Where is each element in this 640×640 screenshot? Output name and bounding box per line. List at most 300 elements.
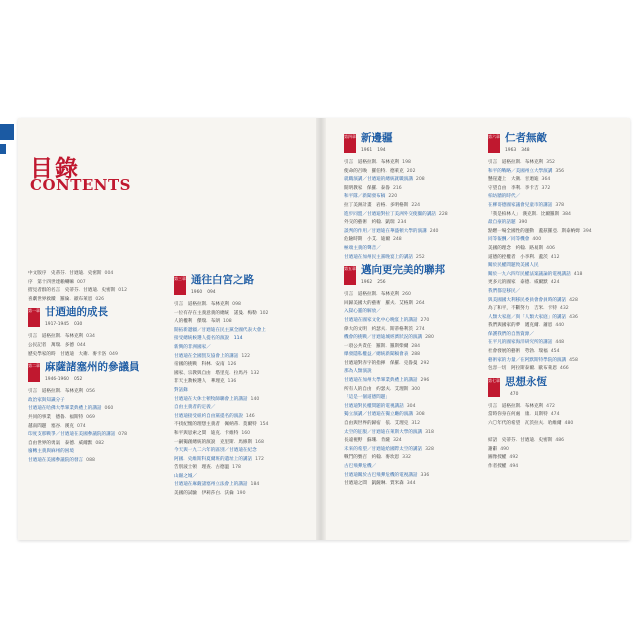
chapter-years: 1963: [505, 148, 517, 153]
chapter-badge: 第四章: [344, 134, 356, 153]
toc-entry-page: 074: [76, 423, 86, 429]
toc-entry-label: 最自豪的話題: [488, 220, 516, 226]
toc-entry: [488, 288, 628, 297]
toc-entry-label: 新興的非洲國家／: [174, 344, 211, 350]
toc-entry-label: 就職演講／甘迺迪的總統就職演講: [344, 177, 413, 183]
toc-entry: [174, 404, 314, 413]
toc-entry-page: 300: [411, 386, 421, 392]
toc-entry-page: 344: [406, 481, 416, 487]
toc-entry-label: 越南問題 塞谷．漢克: [28, 423, 74, 429]
toc-entry-page: 248: [392, 237, 402, 243]
toc-entry-label: 美國的理念 約翰．路易斯: [488, 245, 544, 251]
toc-entry: [488, 403, 628, 412]
toc-entry: [488, 420, 628, 429]
chapter-badge: 第一章: [28, 308, 40, 327]
toc-entry-label: 甘迺迪在麻薩諸塞州立法會上的講話: [174, 482, 248, 488]
toc-entry: [174, 396, 314, 405]
chapter-subtitle: [505, 147, 530, 156]
toc-entry-page: 060: [104, 406, 114, 412]
toc-entry-label: 和平的戰略／美國州立大學演講: [488, 168, 553, 174]
toc-entry-label: 政治家與知識分子: [28, 397, 65, 403]
toc-entry-page: 088: [86, 457, 95, 463]
toc-entry: [344, 308, 474, 317]
toc-entry-label: 所有人的自由 約瑟夫．艾理斯: [344, 386, 409, 392]
toc-entry-label: 使命的召喚 羅伯特．德萊克: [344, 168, 404, 174]
toc-entry-label: 開明教家 保羅．泰魯: [344, 185, 390, 191]
toc-entry: [28, 440, 163, 449]
toc-entry: [488, 454, 628, 463]
toc-entry-page: 312: [411, 421, 421, 427]
toc-entry-label: 歷史學家的時 甘迺迪 大衛．麥卡洛: [28, 351, 107, 357]
toc-entry-page: 384: [562, 211, 571, 217]
toc-entry-label: 一位有存在主義意義的總統 諾曼．梅勒: [174, 310, 257, 316]
toc-entry-page: 466: [559, 366, 569, 372]
toc-entry: [174, 464, 314, 473]
toc-entry-label: 人類大家庭／與「人類大家庭」的講話: [488, 314, 567, 320]
toc-entry-label: 引言 道格拉斯．布林克利: [28, 334, 84, 340]
toc-entry-label: 序 第十四世達賴喇嘛: [28, 279, 74, 285]
chapter-title: 通往白宮之路: [191, 274, 254, 286]
toc-entry: [488, 339, 628, 348]
toc-entry-page: 098: [232, 302, 241, 307]
toc-entry: [174, 473, 314, 482]
toc-entry: [488, 331, 628, 340]
chapter-years: 1917-1945: [45, 322, 69, 328]
toc-entry: [488, 176, 628, 185]
toc-entry: [488, 168, 628, 177]
decorative-bar-small: [0, 144, 6, 154]
toc-entry-page: 184: [250, 482, 260, 488]
chapter-page: 256: [377, 280, 386, 286]
toc-entry: [344, 403, 474, 412]
toc-entry: [344, 368, 474, 377]
toc-entry: [488, 228, 628, 237]
toc-entry-label: 甘迺迪在加州大學畢業典禮上的講話: [344, 378, 418, 384]
toc-entry: [344, 360, 474, 369]
toc-entry-label: 道德的控權者 小李利．蓋茨: [488, 254, 548, 260]
toc-entry-page: 390: [518, 220, 528, 226]
toc-entry: [174, 361, 314, 370]
toc-entry-label: 為了和平，不斷努力 吉米．卡特: [488, 306, 557, 312]
toc-entry-label: 不找紀懷的理想主義者 佩納蒂．莫爾特: [174, 422, 257, 428]
toc-entry: [488, 219, 628, 228]
toc-entry: [344, 334, 474, 343]
toc-entry: [174, 421, 314, 430]
toc-entry-label: 甘迺迪對赤字的指揮 保羅．克魯曼: [344, 360, 418, 366]
toc-entry: [488, 297, 628, 306]
toc-entry: [344, 291, 474, 300]
toc-entry: [488, 245, 628, 254]
toc-entry: [28, 351, 163, 360]
chapter-page: 052: [73, 377, 83, 383]
toc-entry-page: 472: [546, 403, 555, 409]
toc-entry-page: 026: [95, 296, 105, 302]
chapter-heading: [344, 266, 474, 288]
toc-entry-label: 在柳哥德國家議會兒童市的講話: [488, 202, 553, 208]
toc-entry-label: 社會發展的藝術 勞勃．瑞福: [488, 349, 548, 355]
toc-entry-label: 作者授權: [488, 464, 507, 469]
toc-entry-page: 044: [76, 342, 86, 348]
toc-entry-page: 480: [564, 421, 574, 427]
toc-entry-page: 372: [541, 185, 551, 191]
toc-entry-page: 208: [415, 177, 425, 183]
toc-entry-page: 198: [402, 160, 411, 165]
toc-entry-page: 296: [420, 378, 430, 384]
toc-entry-page: 486: [555, 438, 565, 444]
toc-entry: [344, 446, 474, 455]
toc-entry-label: 廢轉主義與麻州的困境: [28, 449, 74, 455]
toc-entry: [344, 245, 474, 254]
toc-entry: [344, 219, 474, 228]
toc-entry-page: 168: [255, 439, 264, 445]
toc-entry: [174, 490, 314, 499]
chapter-title: 仁者無敵: [505, 132, 547, 144]
toc-entry-page: 102: [259, 310, 269, 316]
toc-entry-page: 190: [236, 491, 246, 497]
toc-entry-label: 藝術家的力量／在阿默斯特學院的演講: [488, 357, 567, 363]
toc-entry: [28, 287, 163, 296]
toc-entry: [174, 378, 314, 387]
toc-entry: [344, 480, 474, 489]
toc-entry-page: 260: [402, 292, 411, 298]
toc-entry: [488, 357, 628, 366]
chapter-heading: [488, 375, 628, 400]
toc-entry-page: 428: [569, 297, 578, 303]
toc-entry: [344, 420, 474, 429]
toc-entry-label: 更多元的國家 泰德．威爾默: [488, 280, 548, 286]
toc-entry-page: 494: [509, 464, 519, 469]
toc-entry-page: 356: [555, 168, 565, 174]
toc-entry-label: 國家、宗教與自由 塔里克．拉馬丹: [174, 370, 248, 376]
toc-entry-label: 與美國國大利移民委員會會員時的講話: [488, 297, 567, 303]
toc-entry-page: 056: [86, 389, 95, 395]
toc-entry: [28, 423, 163, 432]
toc-entry-label: 偉大的文明 約瑟夫．斯蒂格利茨: [344, 326, 413, 332]
toc-entry-page: 140: [250, 396, 260, 402]
toc-entry-page: 412: [550, 254, 560, 260]
toc-entry-label: 引言 道格拉斯．布林克利: [174, 302, 230, 307]
toc-entry-page: 448: [555, 340, 565, 346]
toc-entry-label: 我們都是移民／: [488, 288, 521, 294]
toc-entry-page: 202: [406, 168, 416, 174]
toc-entry: [344, 176, 474, 185]
toc-entry-label: 在平凡的國家海洋研究所的講話: [488, 340, 553, 346]
toc-entry-label: 守望自由 李利．李卡吉: [488, 185, 539, 191]
toc-entry-label: 保護我們的自然資源／: [488, 331, 534, 337]
toc-entry: [344, 454, 474, 463]
toc-entry-page: 108: [222, 319, 232, 325]
toc-entry: [28, 296, 163, 305]
toc-entry: [174, 430, 314, 439]
toc-entry: [174, 301, 314, 310]
toc-entry-label: 公民記者 萬瑞．多德: [28, 342, 74, 348]
toc-entry: [488, 236, 628, 245]
toc-entry-label: 入獄心靈的解放／: [344, 309, 381, 315]
toc-entry-label: 告別波士頓 理查．古德溫: [174, 465, 230, 471]
toc-entry: [174, 439, 314, 448]
toc-entry-page: 007: [76, 279, 86, 285]
toc-entry-page: 154: [259, 422, 269, 428]
chapter-title: 麻薩諸塞州的參議員: [45, 361, 140, 374]
chapter-subtitle: [361, 279, 386, 288]
toc-entry-label: 爆發隱私權益／總統新聞稿會表: [344, 352, 409, 358]
toc-entry-page: 406: [546, 245, 555, 251]
toc-entry: [344, 211, 474, 220]
toc-entry: [488, 159, 628, 168]
toc-entry-page: 082: [95, 440, 105, 446]
toc-entry-label: 圖像授權: [488, 455, 507, 461]
toc-entry-label: 談判的作用／甘迺迪在華盛頓大學的演講: [344, 228, 427, 234]
toc-entry-label: 摺見者群的名言 史蒂芬．甘迺迪．史密斯: [28, 288, 116, 294]
toc-entry-page: 240: [429, 228, 439, 234]
toc-entry-label: 未來的希望／甘迺迪給國際太空的講話: [344, 446, 423, 452]
toc-entry-page: 284: [411, 343, 421, 349]
toc-entry-label: 一嗣獨創總統的演說 克里斯．馬修斯: [174, 439, 253, 445]
toc-entry-label: 外交的藝術 約翰．凱瑞: [344, 220, 395, 226]
toc-entry-page: 274: [415, 326, 425, 332]
toc-entry-label: 引言 道格拉斯．布林克利: [28, 389, 84, 395]
toc-entry-page: 034: [86, 334, 95, 340]
toc-entry-label: 獨立演講／甘迺迪在獨立廳的演講: [344, 412, 413, 418]
toc-entry-label: 帝國的挑戰 科林．安南: [174, 362, 225, 368]
toc-entry: [174, 335, 314, 344]
toc-entry-label: 懸崖邊上 大衛．甘迺迪: [488, 177, 539, 183]
toc-entry-label: 危險時期 小艾．迪爾: [344, 237, 390, 243]
toc-entry: [174, 370, 314, 379]
toc-entry-label: 甘迺迪在加州民主黨晚宴上的講話: [344, 254, 413, 260]
toc-entry-label: 進步同盟／甘迺迪對拉丁美洲外交使團的講話: [344, 211, 436, 217]
toc-entry: [174, 353, 314, 362]
chapter-badge: 第七章: [488, 378, 500, 397]
toc-entry-label: 和平與思索之間 迪克．卡維特: [174, 430, 239, 436]
toc-column-1: [28, 270, 163, 466]
toc-entry-page: 228: [438, 211, 448, 217]
toc-entry-page: 492: [509, 455, 519, 461]
toc-entry: [344, 228, 474, 237]
toc-entry-page: 364: [541, 177, 551, 183]
spine-shadow: [316, 118, 326, 540]
toc-entry-label: 點燃一場全國性的運動 蓋茲羅亞．斯泰納姆: [488, 228, 580, 234]
chapter-page: 030: [73, 322, 83, 328]
toc-entry: [488, 305, 628, 314]
toc-entry: [28, 405, 163, 414]
toc-entry: [488, 446, 628, 455]
toc-entry-page: 234: [397, 220, 407, 226]
toc-entry-page: 172: [255, 456, 264, 462]
toc-entry: [488, 429, 628, 438]
toc-entry-label: 甘迺迪在哈佛大學畢業典禮上的講話: [28, 406, 102, 412]
toc-entry-label: 謝辭: [488, 446, 498, 452]
chapter-years: 1961: [361, 148, 373, 153]
toc-entry-page: 049: [109, 351, 118, 357]
toc-entry-page: 160: [241, 430, 251, 436]
toc-entry: [488, 211, 628, 220]
toc-entry-page: 490: [500, 446, 509, 452]
toc-entry-label: 人的權利 傑瑞．布朗: [174, 319, 220, 325]
toc-entry-label: 甘迺迪在國家文化中心晚宴上的講話: [344, 317, 418, 323]
chapter-page: 094: [207, 290, 216, 295]
toc-entry-label: 柏坊牆的時代／: [488, 194, 521, 200]
toc-entry-label: 接受總統候選人提名的演說 114: [174, 336, 243, 342]
chapter-title: 思想永恆: [505, 375, 547, 388]
toc-entry-page: 292: [420, 360, 430, 366]
toc-entry-page: 126: [227, 362, 237, 368]
toc-entry: [488, 322, 628, 331]
toc-entry-label: 拉丁美洲計畫 岩格．多明格斯: [344, 202, 409, 208]
toc-entry: [344, 326, 474, 335]
toc-entry-label: 「這是一個道德問題」: [344, 395, 390, 401]
toc-entry-label: 引言 道格拉斯．布林克利: [488, 403, 544, 409]
page-title: 目錄: [30, 155, 80, 182]
toc-entry: [344, 159, 474, 168]
chapter-heading: [174, 276, 314, 298]
toc-entry: [488, 365, 628, 374]
toc-entry: [28, 448, 163, 457]
toc-entry-label: 自由世界的勇氣 泰德．威爾默: [28, 440, 93, 446]
toc-entry: [28, 414, 163, 423]
toc-entry-label: 「我是柏林人」 漢克斯．比爾羅斯: [488, 211, 560, 217]
toc-entry-page: 336: [420, 472, 430, 478]
toc-entry: [344, 254, 474, 263]
toc-entry-label: 古巴飛彈危機／: [344, 464, 377, 469]
toc-entry: [344, 202, 474, 211]
toc-entry-page: 004: [104, 271, 114, 276]
toc-entry-page: 328: [425, 446, 434, 452]
toc-entry-label: 戰鬥的號召 約翰．麥坎恩: [344, 455, 400, 461]
toc-entry-label: 甘迺迪之間 凱薩琳．賈米森: [344, 481, 404, 487]
toc-entry-label: 關於民權問題致美國人民: [488, 263, 539, 269]
toc-entry: [344, 317, 474, 326]
toc-entry-page: 224: [411, 202, 421, 208]
chapter-subtitle: [505, 391, 518, 400]
toc-entry-page: 424: [550, 280, 560, 286]
toc-entry-label: 甘迺迪在美國參議院的發言: [28, 457, 84, 463]
toc-entry-page: 252: [415, 254, 425, 260]
toc-entry: [344, 394, 474, 403]
chapter-badge: 第六章: [488, 134, 500, 153]
chapter-badge: 第五章: [344, 266, 356, 285]
toc-entry-page: 418: [573, 271, 583, 277]
toc-entry-label: 那為人類演說: [344, 369, 372, 375]
toc-entry-label: 同等報酬／同等機會: [488, 237, 530, 243]
chapter-page: 348: [521, 148, 530, 153]
toc-entry: [344, 429, 474, 438]
decorative-bar: [0, 124, 14, 140]
toc-entry: [28, 457, 163, 466]
toc-entry: [344, 411, 474, 420]
toc-entry-label: 包容一切 阿拉斯泰爾．歐布萊恩: [488, 366, 557, 372]
chapter-title: 邁向更完美的聯邦: [361, 264, 445, 277]
toc-entry-label: 阿國．史維斯科夏爾班的遺址上的講話: [174, 456, 253, 462]
toc-entry: [174, 413, 314, 422]
toc-entry-page: 400: [532, 237, 542, 243]
toc-entry-label: 非天主教候選人 華理克: [174, 379, 225, 385]
toc-entry: [344, 463, 474, 472]
chapter-page: 470: [510, 391, 519, 397]
toc-entry: [344, 168, 474, 177]
toc-entry-page: 304: [406, 403, 416, 409]
toc-entry-page: 324: [392, 438, 402, 444]
toc-entry: [174, 387, 314, 396]
toc-entry-page: 136: [227, 379, 237, 385]
toc-entry-label: 結語 史蒂芬．甘迺迪．史密斯: [488, 438, 553, 444]
toc-entry-label: 甘迺迪接受紐約自由黨提名的演說: [174, 413, 243, 419]
toc-entry-page: 069: [86, 414, 95, 420]
toc-entry: [28, 333, 163, 342]
toc-entry-label: 回歸美國大的藝術 羅夫．艾格斯: [344, 300, 413, 306]
toc-entry-label: 太空的征服／甘迺迪在萊斯大學的演講: [344, 429, 423, 435]
toc-entry: [174, 310, 314, 319]
toc-entry-page: 318: [425, 429, 434, 435]
toc-entry-label: 甘迺迪在大休士頓牧師聯會上的講話: [174, 396, 248, 402]
toc-entry: [344, 193, 474, 202]
toc-entry-page: 454: [550, 349, 560, 355]
toc-entry-label: 長遠視野 蘇珊．肯薩: [344, 438, 390, 444]
chapter-heading: [488, 134, 628, 156]
toc-entry-label: 一項公共責任 羅斯．羅斯柴爾: [344, 343, 409, 349]
toc-entry: [488, 202, 628, 211]
toc-entry-page: 280: [425, 335, 434, 341]
toc-entry-label: 共同的事業 德魯．福斯特: [28, 414, 84, 420]
toc-entry-label: 今天與一九二六年的區別／甘迺迪在紀念: [174, 448, 257, 454]
toc-entry-label: 甘迺迪對民權問題的電視講話: [344, 403, 404, 409]
toc-entry: [488, 271, 628, 280]
toc-entry-label: 引言 道格拉斯．布林克利: [344, 160, 400, 165]
toc-entry: [174, 344, 314, 353]
toc-entry: [488, 254, 628, 263]
toc-entry: [488, 314, 628, 323]
toc-entry: [28, 431, 163, 440]
toc-entry-label: 自由與世界的歸宿 依．艾理克: [344, 421, 409, 427]
toc-entry-label: 極端主義的聲音／: [344, 245, 381, 251]
toc-column-2: [174, 272, 314, 499]
toc-entry: [344, 236, 474, 245]
toc-entry-page: 458: [569, 357, 578, 363]
toc-entry-page: 220: [388, 194, 398, 200]
chapter-years: 1946-1960: [45, 377, 69, 383]
toc-entry-page: 078: [118, 432, 128, 438]
toc-entry-label: 機會的挑戰／甘迺迪城經濟狀況的演講: [344, 335, 423, 341]
toc-entry-label: 引言 道格拉斯．布林克利: [344, 292, 400, 298]
toc-entry: [28, 270, 163, 279]
chapter-subtitle: [45, 321, 82, 330]
toc-entry-page: 378: [555, 202, 565, 208]
toc-entry: [344, 472, 474, 481]
toc-entry-page: 474: [550, 412, 560, 418]
toc-entry-page: 132: [250, 370, 260, 376]
toc-entry-label: 甘迺迪在全國賀友協會上的講話: [174, 353, 239, 359]
toc-entry-label: 當時你身在何處 康．貝斯特: [488, 412, 548, 418]
chapter-subtitle: [191, 289, 216, 298]
toc-entry-page: 432: [559, 306, 569, 312]
toc-entry-page: 332: [402, 455, 411, 461]
chapter-heading: [28, 308, 163, 330]
toc-entry: [344, 300, 474, 309]
toc-entry: [28, 397, 163, 406]
toc-entry-label: 我們與國家的夢 邁克爾．蕭恩: [488, 323, 553, 329]
toc-entry: [488, 348, 628, 357]
chapter-title: 甘迺迪的成長: [45, 306, 108, 319]
toc-entry-label: 中文版序 史蒂芬．甘迺迪．史密斯: [28, 271, 102, 276]
chapter-title: 新邊疆: [361, 132, 393, 144]
chapter-years: 1960: [191, 290, 203, 295]
toc-entry-label: 開拓新邊疆／甘迺迪在民主黨全國代表大會上: [174, 327, 266, 333]
toc-entry: [488, 437, 628, 446]
toc-entry-page: 394: [582, 228, 592, 234]
chapter-badge: 第二章: [28, 363, 40, 382]
toc-entry-label: 美國的試驗 伊莉莎白．沃倫: [174, 491, 234, 497]
toc-entry: [488, 463, 628, 472]
